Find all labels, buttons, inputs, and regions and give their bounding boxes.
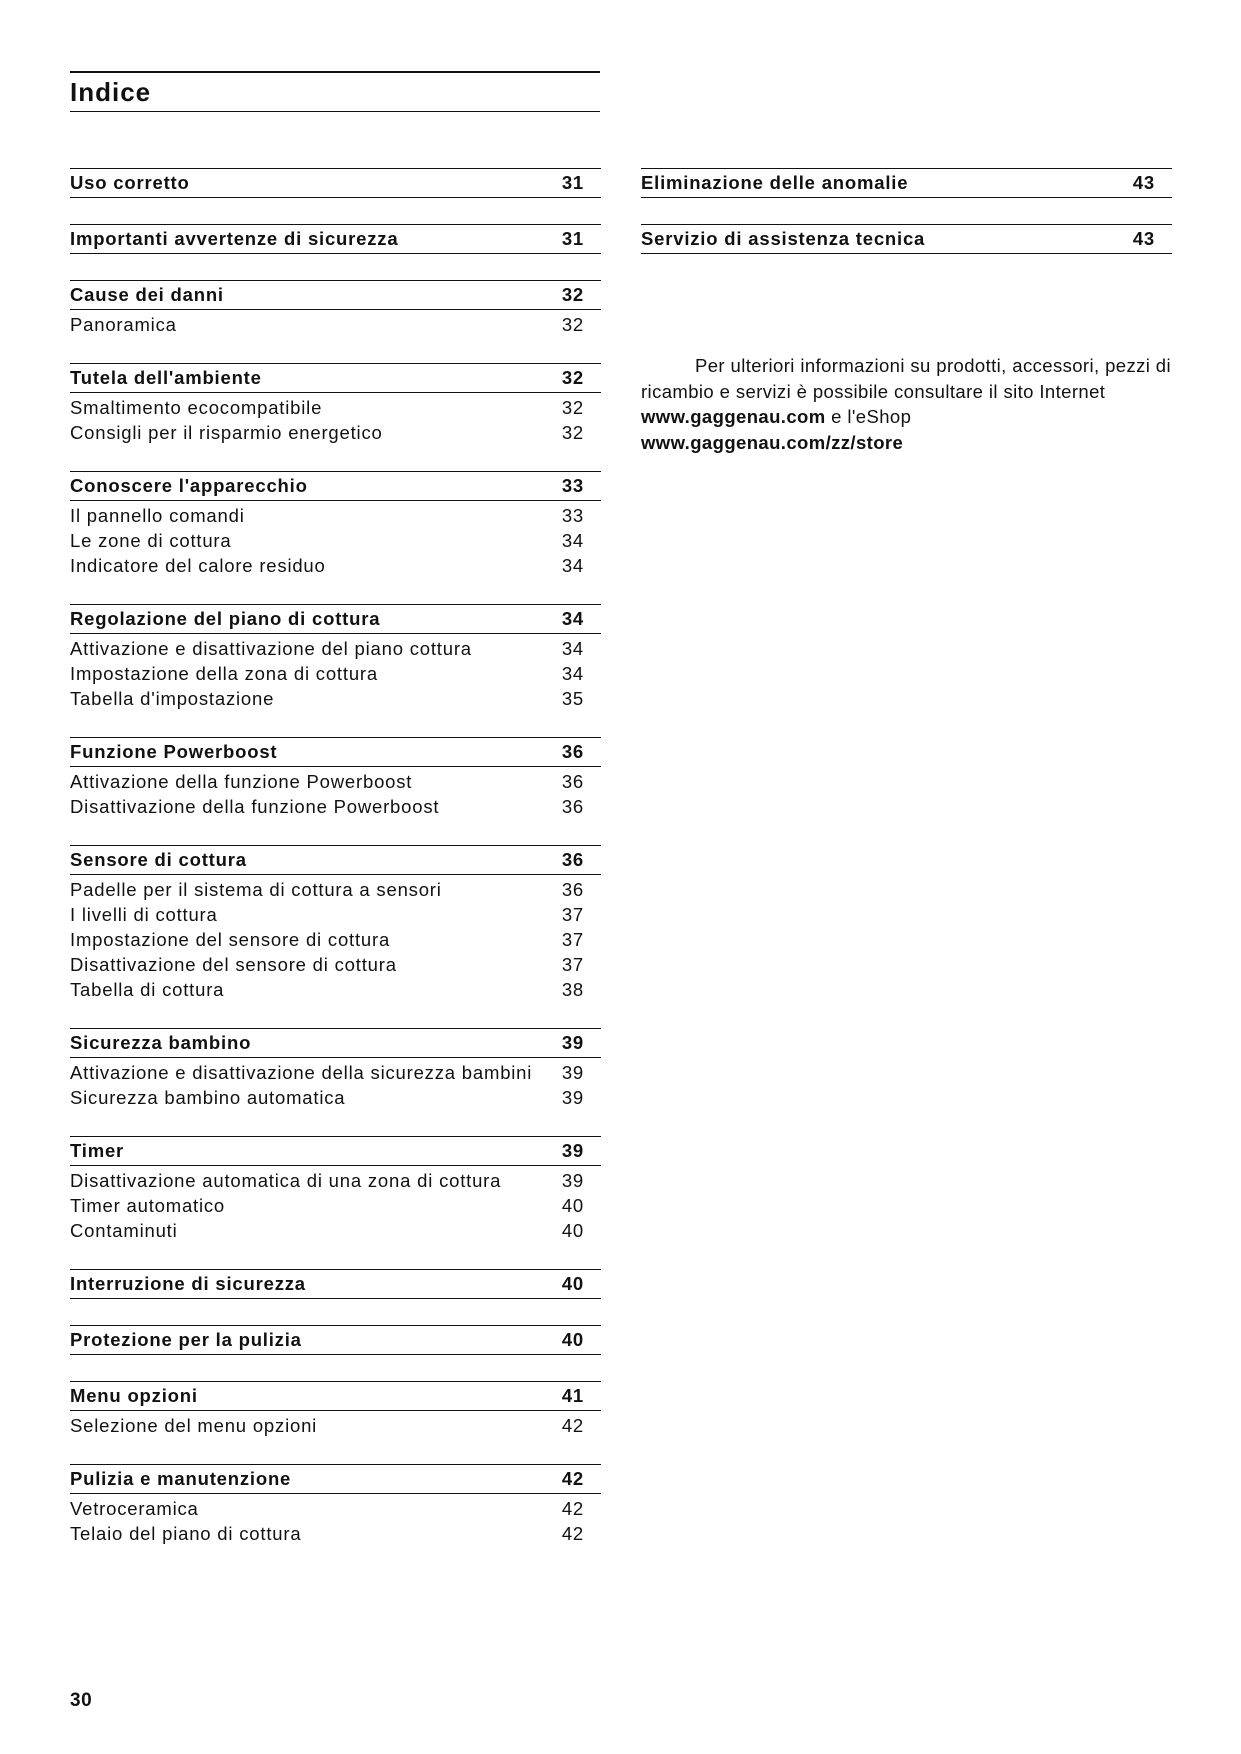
toc-entry[interactable] xyxy=(70,528,601,553)
toc-entry[interactable] xyxy=(70,877,601,902)
toc-entry-label: Telaio del piano di cottura xyxy=(70,1523,302,1544)
toc-subsection-list xyxy=(70,393,601,445)
toc-entry-label: Disattivazione del sensore di cottura xyxy=(70,954,397,975)
toc-entry-label: Smaltimento ecocompatibile xyxy=(70,397,323,418)
toc-entry-page: 36 xyxy=(561,796,584,817)
toc-section-title: Tutela dell'ambiente xyxy=(70,367,262,388)
toc-section-heading[interactable] xyxy=(70,224,601,254)
toc-section xyxy=(70,1464,601,1546)
toc-entry[interactable] xyxy=(70,977,601,1002)
toc-entry-label: Selezione del menu opzioni xyxy=(70,1415,318,1436)
toc-subsection-list xyxy=(70,1494,601,1546)
toc-section-page: 40 xyxy=(561,1273,584,1294)
toc-section-page: 32 xyxy=(561,284,584,305)
toc-section-page: 39 xyxy=(561,1032,584,1053)
toc-section-heading[interactable] xyxy=(70,1464,601,1494)
toc-entry[interactable] xyxy=(70,686,601,711)
toc-section xyxy=(70,1269,601,1299)
toc-entry[interactable] xyxy=(70,1085,601,1110)
toc-section-heading[interactable] xyxy=(70,1269,601,1299)
toc-section-page: 34 xyxy=(561,608,584,629)
toc-section-title: Timer xyxy=(70,1140,125,1161)
toc-entry-label: Disattivazione automatica di una zona di cottura xyxy=(70,1170,502,1191)
toc-section xyxy=(70,168,601,198)
toc-subsection-list xyxy=(70,310,601,337)
toc-section-page: 31 xyxy=(561,172,584,193)
toc-section-heading[interactable] xyxy=(641,168,1172,198)
toc-entry-label: Sicurezza bambino automatica xyxy=(70,1087,346,1108)
toc-section-heading[interactable] xyxy=(70,737,601,767)
toc-entry[interactable] xyxy=(70,902,601,927)
toc-entry-label: I livelli di cottura xyxy=(70,904,218,925)
toc-subsection-list xyxy=(70,634,601,711)
website-link[interactable]: www.gaggenau.com xyxy=(641,406,826,427)
toc-entry-page: 36 xyxy=(561,879,584,900)
toc-section-title: Sensore di cottura xyxy=(70,849,247,870)
toc-section xyxy=(70,280,601,337)
toc-section xyxy=(70,845,601,1002)
toc-section-page: 32 xyxy=(561,367,584,388)
toc-section-heading[interactable] xyxy=(70,471,601,501)
toc-section-title: Pulizia e manutenzione xyxy=(70,1468,292,1489)
toc-section-title: Sicurezza bambino xyxy=(70,1032,252,1053)
toc-section xyxy=(641,224,1172,254)
toc-section-title: Eliminazione delle anomalie xyxy=(641,172,909,193)
toc-entry-label: Panoramica xyxy=(70,314,177,335)
info-paragraph xyxy=(641,353,1171,455)
info-text-before: Per ulteriori informazioni su prodotti, accessori, pezzi di ricambio e servizi è possibile consultare il sito Internet xyxy=(641,355,1172,402)
toc-entry-label: Impostazione del sensore di cottura xyxy=(70,929,391,950)
toc-section-title: Regolazione del piano di cottura xyxy=(70,608,381,629)
toc-section xyxy=(70,604,601,711)
toc-subsection-list xyxy=(70,875,601,1002)
info-text-middle: e l'eShop xyxy=(825,406,912,427)
toc-entry-label: Il pannello comandi xyxy=(70,505,245,526)
toc-section-heading[interactable] xyxy=(70,168,601,198)
toc-entry[interactable] xyxy=(70,395,601,420)
toc-section-page: 33 xyxy=(561,475,584,496)
toc-section-page: 31 xyxy=(561,228,584,249)
toc-section-heading[interactable] xyxy=(70,604,601,634)
toc-subsection-list xyxy=(70,767,601,819)
toc-section-title: Interruzione di sicurezza xyxy=(70,1273,306,1294)
toc-entry[interactable] xyxy=(70,769,601,794)
toc-section-title: Importanti avvertenze di sicurezza xyxy=(70,228,399,249)
toc-section xyxy=(70,1381,601,1438)
toc-section-heading[interactable] xyxy=(70,363,601,393)
toc-right-column xyxy=(641,168,1172,280)
toc-section xyxy=(70,224,601,254)
toc-section-heading[interactable] xyxy=(70,280,601,310)
toc-section xyxy=(70,1325,601,1355)
toc-section-title: Conoscere l'apparecchio xyxy=(70,475,308,496)
toc-entry[interactable] xyxy=(70,1413,601,1438)
toc-entry-page: 37 xyxy=(561,954,584,975)
toc-section-heading[interactable] xyxy=(70,1381,601,1411)
toc-entry[interactable] xyxy=(70,636,601,661)
page-title: Indice xyxy=(70,77,152,107)
toc-section-page: 36 xyxy=(561,849,584,870)
toc-section-heading[interactable] xyxy=(70,1325,601,1355)
toc-entry-page: 37 xyxy=(561,929,584,950)
toc-entry-label: Disattivazione della funzione Powerboost xyxy=(70,796,440,817)
page-number: 30 xyxy=(70,1690,93,1711)
toc-section-page: 43 xyxy=(1132,172,1155,193)
toc-subsection-list xyxy=(70,1166,601,1243)
toc-section xyxy=(70,737,601,819)
toc-section xyxy=(70,1136,601,1243)
toc-left-column xyxy=(70,168,601,1572)
toc-entry[interactable] xyxy=(70,420,601,445)
toc-section-title: Servizio di assistenza tecnica xyxy=(641,228,926,249)
title-block xyxy=(70,71,600,112)
toc-section xyxy=(641,168,1172,198)
toc-entry-label: Tabella d'impostazione xyxy=(70,688,275,709)
toc-section-page: 42 xyxy=(561,1468,584,1489)
toc-subsection-list xyxy=(70,501,601,578)
toc-entry-page: 32 xyxy=(561,397,584,418)
toc-section xyxy=(70,471,601,578)
toc-section xyxy=(70,363,601,445)
toc-entry-page: 38 xyxy=(561,979,584,1000)
toc-section xyxy=(70,1028,601,1110)
toc-entry-label: Impostazione della zona di cottura xyxy=(70,663,378,684)
toc-entry-page: 34 xyxy=(561,555,584,576)
toc-subsection-list xyxy=(70,1058,601,1110)
toc-section-page: 41 xyxy=(561,1385,584,1406)
toc-entry-label: Consigli per il risparmio energetico xyxy=(70,422,383,443)
toc-entry[interactable] xyxy=(70,661,601,686)
toc-entry[interactable] xyxy=(70,1060,601,1085)
toc-entry-label: Contaminuti xyxy=(70,1220,178,1241)
toc-entry[interactable] xyxy=(70,927,601,952)
toc-entry[interactable] xyxy=(70,952,601,977)
toc-entry-page: 32 xyxy=(561,422,584,443)
toc-section-page: 40 xyxy=(561,1329,584,1350)
toc-entry-page: 37 xyxy=(561,904,584,925)
toc-entry-page: 42 xyxy=(561,1415,584,1436)
toc-section-title: Funzione Powerboost xyxy=(70,741,278,762)
toc-entry-label: Attivazione e disattivazione della sicurezza bambini xyxy=(70,1062,533,1083)
toc-entry[interactable] xyxy=(70,312,601,337)
toc-entry-page: 36 xyxy=(561,771,584,792)
toc-section-title: Cause dei danni xyxy=(70,284,224,305)
toc-entry-label: Timer automatico xyxy=(70,1195,226,1216)
toc-section-page: 39 xyxy=(561,1140,584,1161)
toc-section-heading[interactable] xyxy=(641,224,1172,254)
toc-entry-page: 39 xyxy=(561,1087,584,1108)
eshop-link[interactable]: www.gaggenau.com/zz/store xyxy=(641,431,904,453)
toc-entry-label: Attivazione e disattivazione del piano cottura xyxy=(70,638,472,659)
toc-section-heading[interactable] xyxy=(70,1136,601,1166)
toc-entry-label: Tabella di cottura xyxy=(70,979,225,1000)
toc-entry-label: Padelle per il sistema di cottura a sensori xyxy=(70,879,442,900)
toc-entry[interactable] xyxy=(70,553,601,578)
toc-entry[interactable] xyxy=(70,794,601,819)
toc-entry-label: Attivazione della funzione Powerboost xyxy=(70,771,413,792)
toc-section-heading[interactable] xyxy=(70,1028,601,1058)
toc-entry-page: 42 xyxy=(561,1498,584,1519)
toc-section-title: Protezione per la pulizia xyxy=(70,1329,302,1350)
toc-entry[interactable] xyxy=(70,1521,601,1546)
toc-entry-label: Vetroceramica xyxy=(70,1498,199,1519)
toc-entry-page: 33 xyxy=(561,505,584,526)
toc-subsection-list xyxy=(70,1411,601,1438)
toc-entry[interactable] xyxy=(70,1496,601,1521)
toc-section-title: Menu opzioni xyxy=(70,1385,198,1406)
toc-entry-page: 42 xyxy=(561,1523,584,1544)
toc-entry-page: 34 xyxy=(561,663,584,684)
toc-entry-page: 40 xyxy=(561,1220,584,1241)
toc-entry-page: 34 xyxy=(561,530,584,551)
toc-section-page: 36 xyxy=(561,741,584,762)
toc-entry-page: 40 xyxy=(561,1195,584,1216)
toc-entry-page: 39 xyxy=(561,1170,584,1191)
toc-entry-label: Le zone di cottura xyxy=(70,530,232,551)
toc-section-heading[interactable] xyxy=(70,845,601,875)
toc-section-title: Uso corretto xyxy=(70,172,190,193)
toc-entry[interactable] xyxy=(70,1218,601,1243)
toc-entry-page: 32 xyxy=(561,314,584,335)
toc-entry-label: Indicatore del calore residuo xyxy=(70,555,326,576)
toc-entry[interactable] xyxy=(70,503,601,528)
toc-section-page: 43 xyxy=(1132,228,1155,249)
toc-entry-page: 35 xyxy=(561,688,584,709)
toc-entry-page: 34 xyxy=(561,638,584,659)
toc-entry[interactable] xyxy=(70,1193,601,1218)
toc-entry-page: 39 xyxy=(561,1062,584,1083)
toc-entry[interactable] xyxy=(70,1168,601,1193)
